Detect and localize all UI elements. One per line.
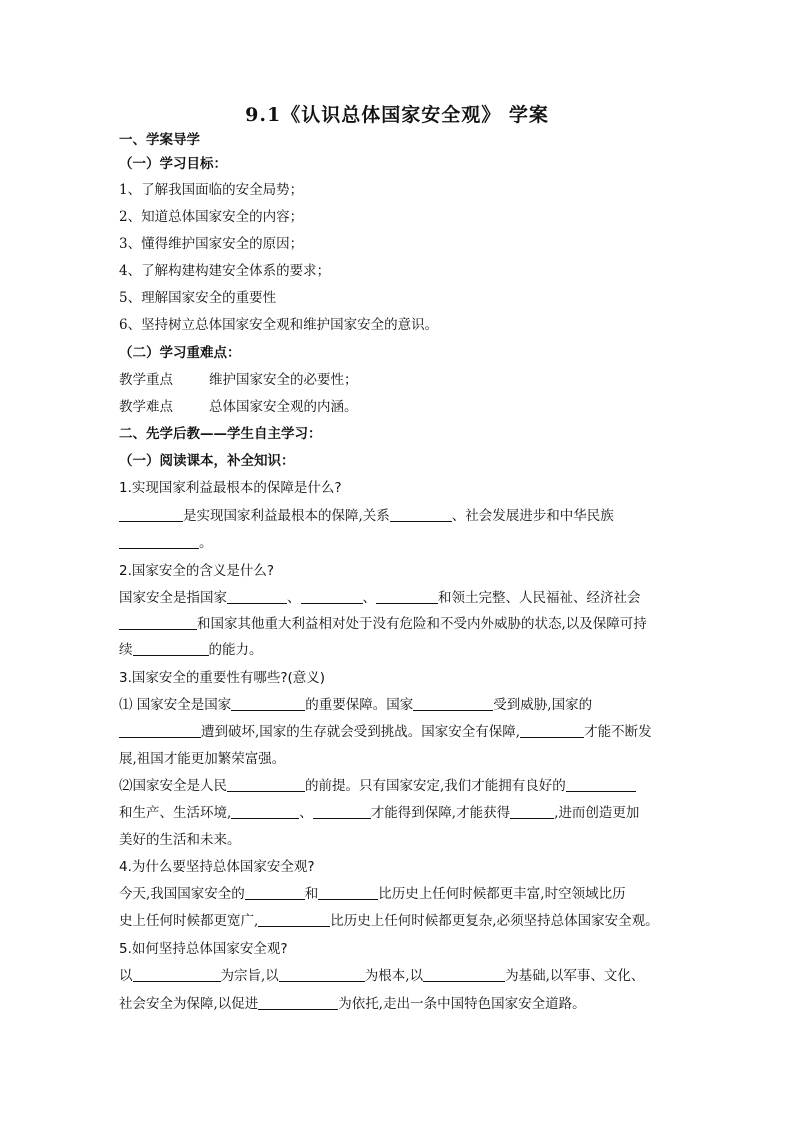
goal-item: 4、了解构建构建安全体系的要求； xyxy=(119,263,331,279)
answer-4-line-2 xyxy=(119,912,681,930)
fill-blank[interactable] xyxy=(119,723,201,738)
answer-5-line-2 xyxy=(119,995,681,1013)
goal-item: 3、懂得维护国家安全的原因； xyxy=(119,236,304,252)
answer-text: 为基础,以军事、文化、 xyxy=(505,968,645,984)
answer-text: 比历史上任何时候都更复杂,必须坚持总体国家安全观。 xyxy=(330,913,659,929)
subheading-goals: （一）学习目标： xyxy=(119,156,227,172)
section-heading-self-study: 二、先学后教——学生自主学习： xyxy=(119,426,322,442)
fill-blank[interactable] xyxy=(390,507,452,522)
separator: 、 xyxy=(287,590,301,606)
fill-blank[interactable] xyxy=(119,534,199,549)
teaching-difficulty-text: 总体国家安全观的内涵。 xyxy=(209,399,358,415)
answer-text: 的重要保障。国家 xyxy=(305,697,414,713)
teaching-difficulty-row xyxy=(119,398,681,416)
answer-text: 比历史上任何时候都更丰富,时空领域比历 xyxy=(378,886,626,902)
answer-text: 今天,我国国家安全的 xyxy=(119,886,245,902)
answer-2-line xyxy=(119,589,681,607)
separator: 、 xyxy=(362,590,376,606)
fill-blank[interactable] xyxy=(119,507,183,522)
answer-3b-line-2 xyxy=(119,804,681,822)
fill-blank[interactable] xyxy=(510,804,554,819)
question-2: 2.国家安全的含义是什么? xyxy=(119,563,275,579)
separator: 、 xyxy=(299,805,313,821)
answer-text: 和国家其他重大利益相对处于没有危险和不受内外威胁的状态,以及保障可持 xyxy=(197,616,647,632)
fill-blank[interactable] xyxy=(227,589,287,604)
answer-text: 为依托,走出一条中国特色国家安全道路。 xyxy=(338,996,586,1012)
answer-3b-line xyxy=(119,777,681,795)
fill-blank[interactable] xyxy=(318,885,378,900)
answer-text: ⑵国家安全是人民 xyxy=(119,778,227,794)
answer-text: 续 xyxy=(119,642,133,658)
answer-text: ⑴ 国家安全是国家 xyxy=(119,697,232,713)
goal-item: 5、理解国家安全的重要性 xyxy=(119,290,277,306)
teaching-focus-text: 维护国家安全的必要性； xyxy=(209,372,358,388)
answer-text: 和领土完整、人民福祉、经济社会 xyxy=(438,590,641,606)
section-heading-guide: 一、学案导学 xyxy=(119,132,200,148)
answer-3a-line-3: 展,祖国才能更加繁荣富强。 xyxy=(119,751,286,767)
teaching-focus-row xyxy=(119,371,681,389)
answer-2-line-2 xyxy=(119,615,681,633)
question-3: 3.国家安全的重要性有哪些?(意义) xyxy=(119,670,326,686)
goal-item: 1、了解我国面临的安全局势； xyxy=(119,182,304,198)
fill-blank[interactable] xyxy=(258,995,338,1010)
answer-3b-line-3: 美好的生活和未来。 xyxy=(119,832,241,848)
fill-blank[interactable] xyxy=(245,885,305,900)
answer-text: ,进而创造更加 xyxy=(554,805,640,821)
fill-blank[interactable] xyxy=(376,589,438,604)
subheading-reading: （一）阅读课本，补全知识： xyxy=(119,453,295,469)
goal-item: 6、坚持树立总体国家安全观和维护国家安全的意识。 xyxy=(119,317,439,333)
answer-1-line xyxy=(119,507,681,525)
fill-blank[interactable] xyxy=(231,804,299,819)
answer-text: 才能得到保障,才能获得 xyxy=(370,805,511,821)
fill-blank[interactable] xyxy=(133,641,209,656)
answer-text: 才能不断发 xyxy=(584,724,652,740)
answer-text: 史上任何时候都更宽广, xyxy=(119,913,259,929)
fill-blank[interactable] xyxy=(258,912,330,927)
answer-text: 社会安全为保障,以促进 xyxy=(119,996,259,1012)
answer-3a-line xyxy=(119,696,681,714)
fill-blank[interactable] xyxy=(227,777,305,792)
answer-text: 是实现国家利益最根本的保障,关系 xyxy=(183,508,390,524)
answer-text: 的前提。只有国家安定,我们才能拥有良好的 xyxy=(305,778,566,794)
answer-5-line xyxy=(119,967,681,985)
teaching-focus-label: 教学重点 xyxy=(119,372,173,388)
answer-4-line xyxy=(119,885,681,903)
subheading-key-points: （二）学习重难点： xyxy=(119,345,241,361)
question-4: 4.为什么要坚持总体国家安全观? xyxy=(119,859,315,875)
fill-blank[interactable] xyxy=(119,615,197,630)
answer-text: 和 xyxy=(304,886,319,902)
answer-text: 和生产、生活环境, xyxy=(119,805,232,821)
fill-blank[interactable] xyxy=(301,589,363,604)
page-title: 9.1《认识总体国家安全观》 学案 xyxy=(245,104,549,126)
question-5: 5.如何坚持总体国家安全观? xyxy=(119,941,288,957)
answer-text: 国家安全是指国家 xyxy=(119,590,227,606)
teaching-difficulty-label: 教学难点 xyxy=(119,399,173,415)
fill-blank[interactable] xyxy=(413,696,493,711)
fill-blank[interactable] xyxy=(133,967,221,982)
answer-text: 遭到破坏,国家的生存就会受到挑战。国家安全有保障, xyxy=(201,724,521,740)
fill-blank[interactable] xyxy=(566,777,636,792)
fill-blank[interactable] xyxy=(520,723,584,738)
goal-item: 2、知道总体国家安全的内容； xyxy=(119,209,304,225)
answer-1-line-2 xyxy=(119,534,681,552)
answer-2-line-3 xyxy=(119,641,681,659)
fill-blank[interactable] xyxy=(279,967,365,982)
answer-text: 为根本,以 xyxy=(364,968,424,984)
answer-text: 的能力。 xyxy=(208,642,263,658)
answer-text: 为宗旨,以 xyxy=(220,968,279,984)
question-1: 1.实现国家利益最根本的保障是什么? xyxy=(119,480,342,496)
fill-blank[interactable] xyxy=(313,804,371,819)
fill-blank[interactable] xyxy=(231,696,305,711)
fill-blank[interactable] xyxy=(423,967,505,982)
answer-text: 。 xyxy=(199,535,213,551)
answer-text: 、社会发展进步和中华民族 xyxy=(451,508,614,524)
answer-3a-line-2 xyxy=(119,723,681,741)
answer-text: 受到威胁,国家的 xyxy=(493,697,593,713)
answer-text: 以 xyxy=(119,968,133,984)
